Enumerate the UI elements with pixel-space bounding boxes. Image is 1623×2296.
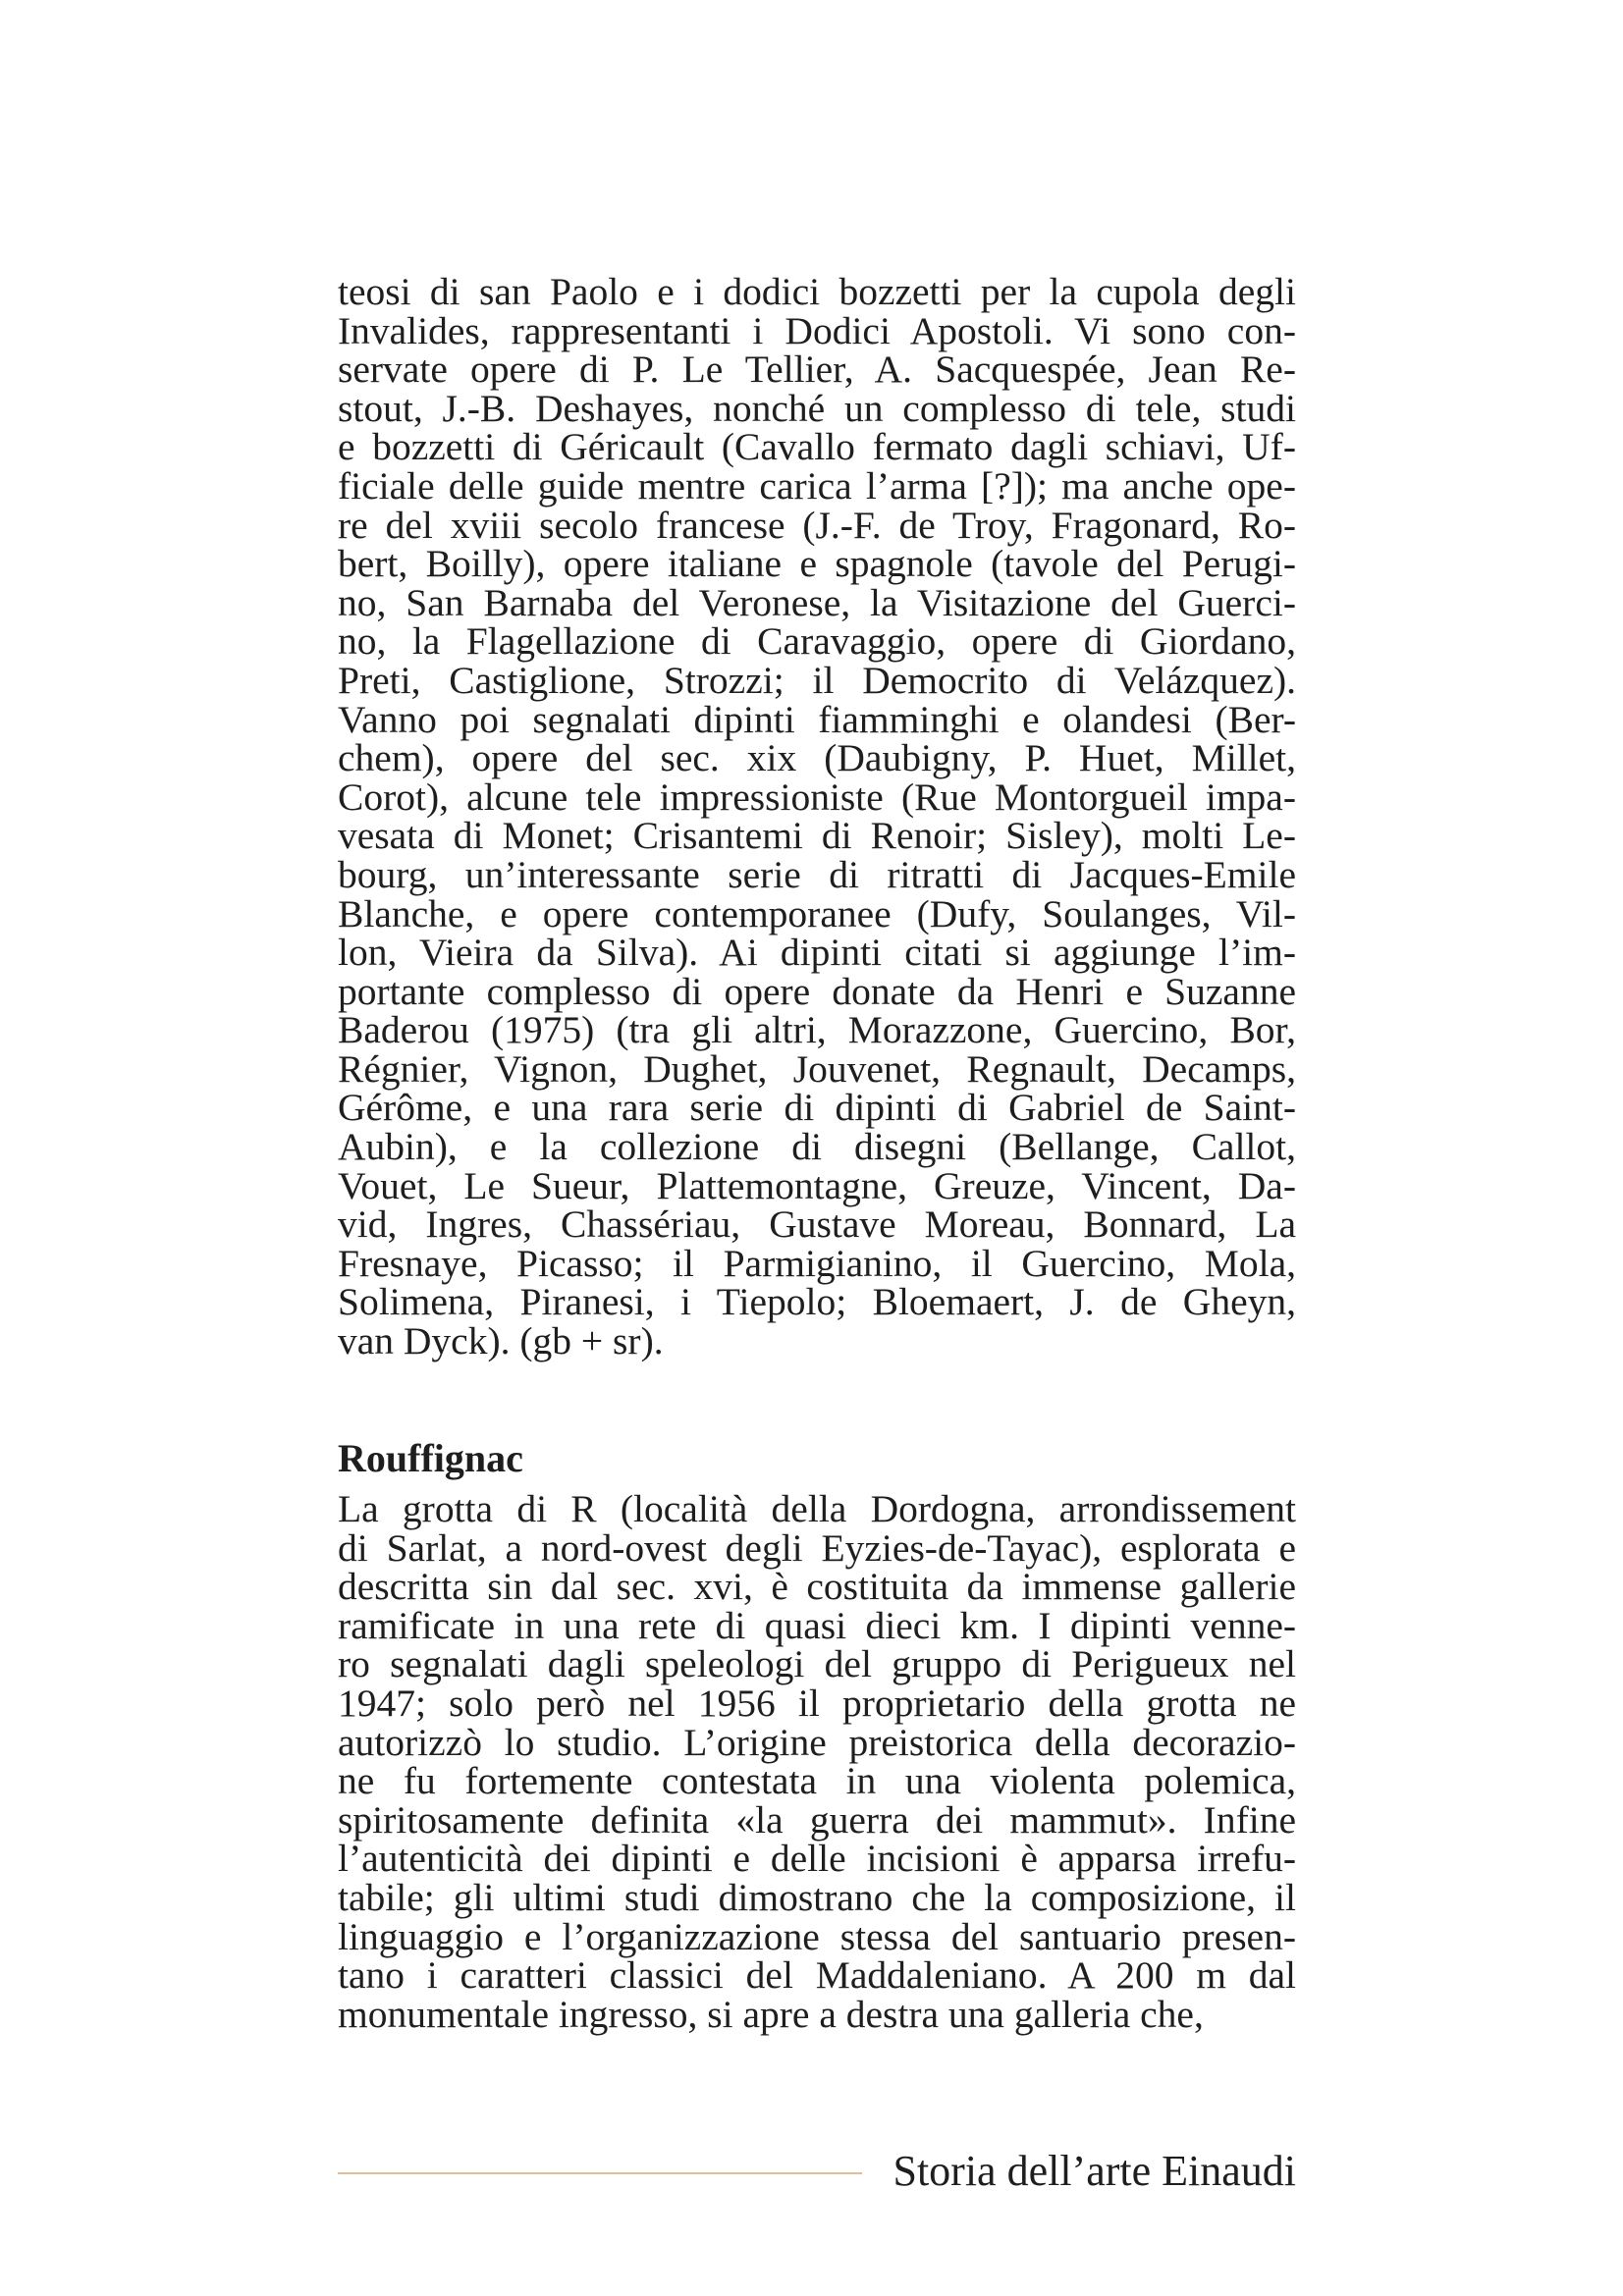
text-line: Invalides, rappresentanti i Dodici Apostoli. Vi sono con-: [338, 308, 1296, 352]
text-line: ro segnalati dagli speleologi del gruppo di Perigueux nel: [338, 1642, 1296, 1686]
text-line: monumentale ingresso, si apre a destra una galleria che,: [338, 1992, 1204, 2036]
article-continuation-text: [338, 270, 1296, 1363]
text-line: portante complesso di opere donate da Henri e Suzanne: [338, 969, 1296, 1013]
text-line: Gérôme, e una rara serie di dipinti di Gabriel de Saint-: [338, 1086, 1296, 1130]
text-line: Preti, Castiglione, Strozzi; il Democrito di Velázquez).: [338, 658, 1296, 702]
text-line: Régnier, Vignon, Dughet, Jouvenet, Regnault, Decamps,: [338, 1046, 1296, 1091]
text-line: La grotta di R (località della Dordogna, arrondissement: [338, 1487, 1296, 1530]
text-line: Vouet, Le Sueur, Plattemontagne, Greuze, Vincent, Da-: [338, 1163, 1296, 1207]
text-line: re del xviii secolo francese (J.-F. de Troy, Fragonard, Ro-: [338, 503, 1296, 547]
text-line: chem), opere del sec. xix (Daubigny, P. Huet, Millet,: [338, 736, 1296, 780]
text-line: ramificate in una rete di quasi dieci km. I dipinti venne-: [338, 1603, 1296, 1647]
text-line: Solimena, Piranesi, i Tiepolo; Bloemaert, J. de Gheyn,: [338, 1280, 1296, 1324]
text-line: l’autenticità dei dipinti e delle incisioni è apparsa irrefu-: [338, 1837, 1296, 1881]
text-line: van Dyck). (gb + sr).: [338, 1319, 664, 1363]
text-line: Blanche, e opere contemporanee (Dufy, Soulanges, Vil-: [338, 891, 1296, 935]
text-line: no, la Flagellazione di Caravaggio, opere di Giordano,: [338, 619, 1296, 664]
text-line: ficiale delle guide mentre carica l’arma [?]); ma anche ope-: [338, 463, 1296, 507]
footer-book-title: Storia dell’arte Einaudi: [893, 2147, 1296, 2195]
text-line: Baderou (1975) (tra gli altri, Morazzone, Guercino, Bor,: [338, 1008, 1296, 1052]
text-line: no, San Barnaba del Veronese, la Visitazione del Guerci-: [338, 580, 1296, 624]
text-line: e bozzetti di Géricault (Cavallo fermato dagli schiavi, Uf-: [338, 425, 1296, 469]
text-line: teosi di san Paolo e i dodici bozzetti per la cupola degli: [338, 270, 1296, 313]
entry-heading: Rouffignac: [338, 1436, 523, 1480]
entry-body-text: [338, 1487, 1296, 2036]
text-line: Aubin), e la collezione di disegni (Bellange, Callot,: [338, 1125, 1296, 1169]
text-line: lon, Vieira da Silva). Ai dipinti citati si aggiunge l’im-: [338, 931, 1296, 975]
text-line: spiritosamente definita «la guerra dei mammut». Infine: [338, 1797, 1296, 1842]
text-line: di Sarlat, a nord-ovest degli Eyzies-de-Tayac), esplorata e: [338, 1525, 1296, 1570]
text-line: Fresnaye, Picasso; il Parmigianino, il Guercino, Mola,: [338, 1241, 1296, 1285]
text-line: Vanno poi segnalati dipinti fiamminghi e olandesi (Ber-: [338, 697, 1296, 741]
text-line: Corot), alcune tele impressioniste (Rue Montorgueil impa-: [338, 774, 1296, 819]
text-line: servate opere di P. Le Tellier, A. Sacquespée, Jean Re-: [338, 347, 1296, 392]
text-line: ne fu fortemente contestata in una violenta polemica,: [338, 1759, 1296, 1803]
text-line: vesata di Monet; Crisantemi di Renoir; Sisley), molti Le-: [338, 814, 1296, 858]
text-line: tano i caratteri classici del Maddaleniano. A 200 m dal: [338, 1953, 1296, 1998]
footer-rule: [338, 2172, 862, 2174]
text-line: descritta sin dal sec. xvi, è costituita da immense gallerie: [338, 1565, 1296, 1609]
text-line: vid, Ingres, Chassériau, Gustave Moreau, Bonnard, La: [338, 1202, 1296, 1247]
text-line: bourg, un’interessante serie di ritratti di Jacques-Emile: [338, 852, 1296, 896]
text-line: stout, J.-B. Deshayes, nonché un complesso di tele, studi: [338, 386, 1296, 430]
text-line: bert, Boilly), opere italiane e spagnole (tavole del Perugi-: [338, 542, 1296, 586]
text-line: tabile; gli ultimi studi dimostrano che la composizione, il: [338, 1875, 1296, 1919]
text-line: autorizzò lo studio. L’origine preistorica della decorazio-: [338, 1720, 1296, 1764]
text-line: linguaggio e l’organizzazione stessa del santuario presen-: [338, 1914, 1296, 1958]
text-line: 1947; solo però nel 1956 il proprietario della grotta ne: [338, 1681, 1296, 1725]
